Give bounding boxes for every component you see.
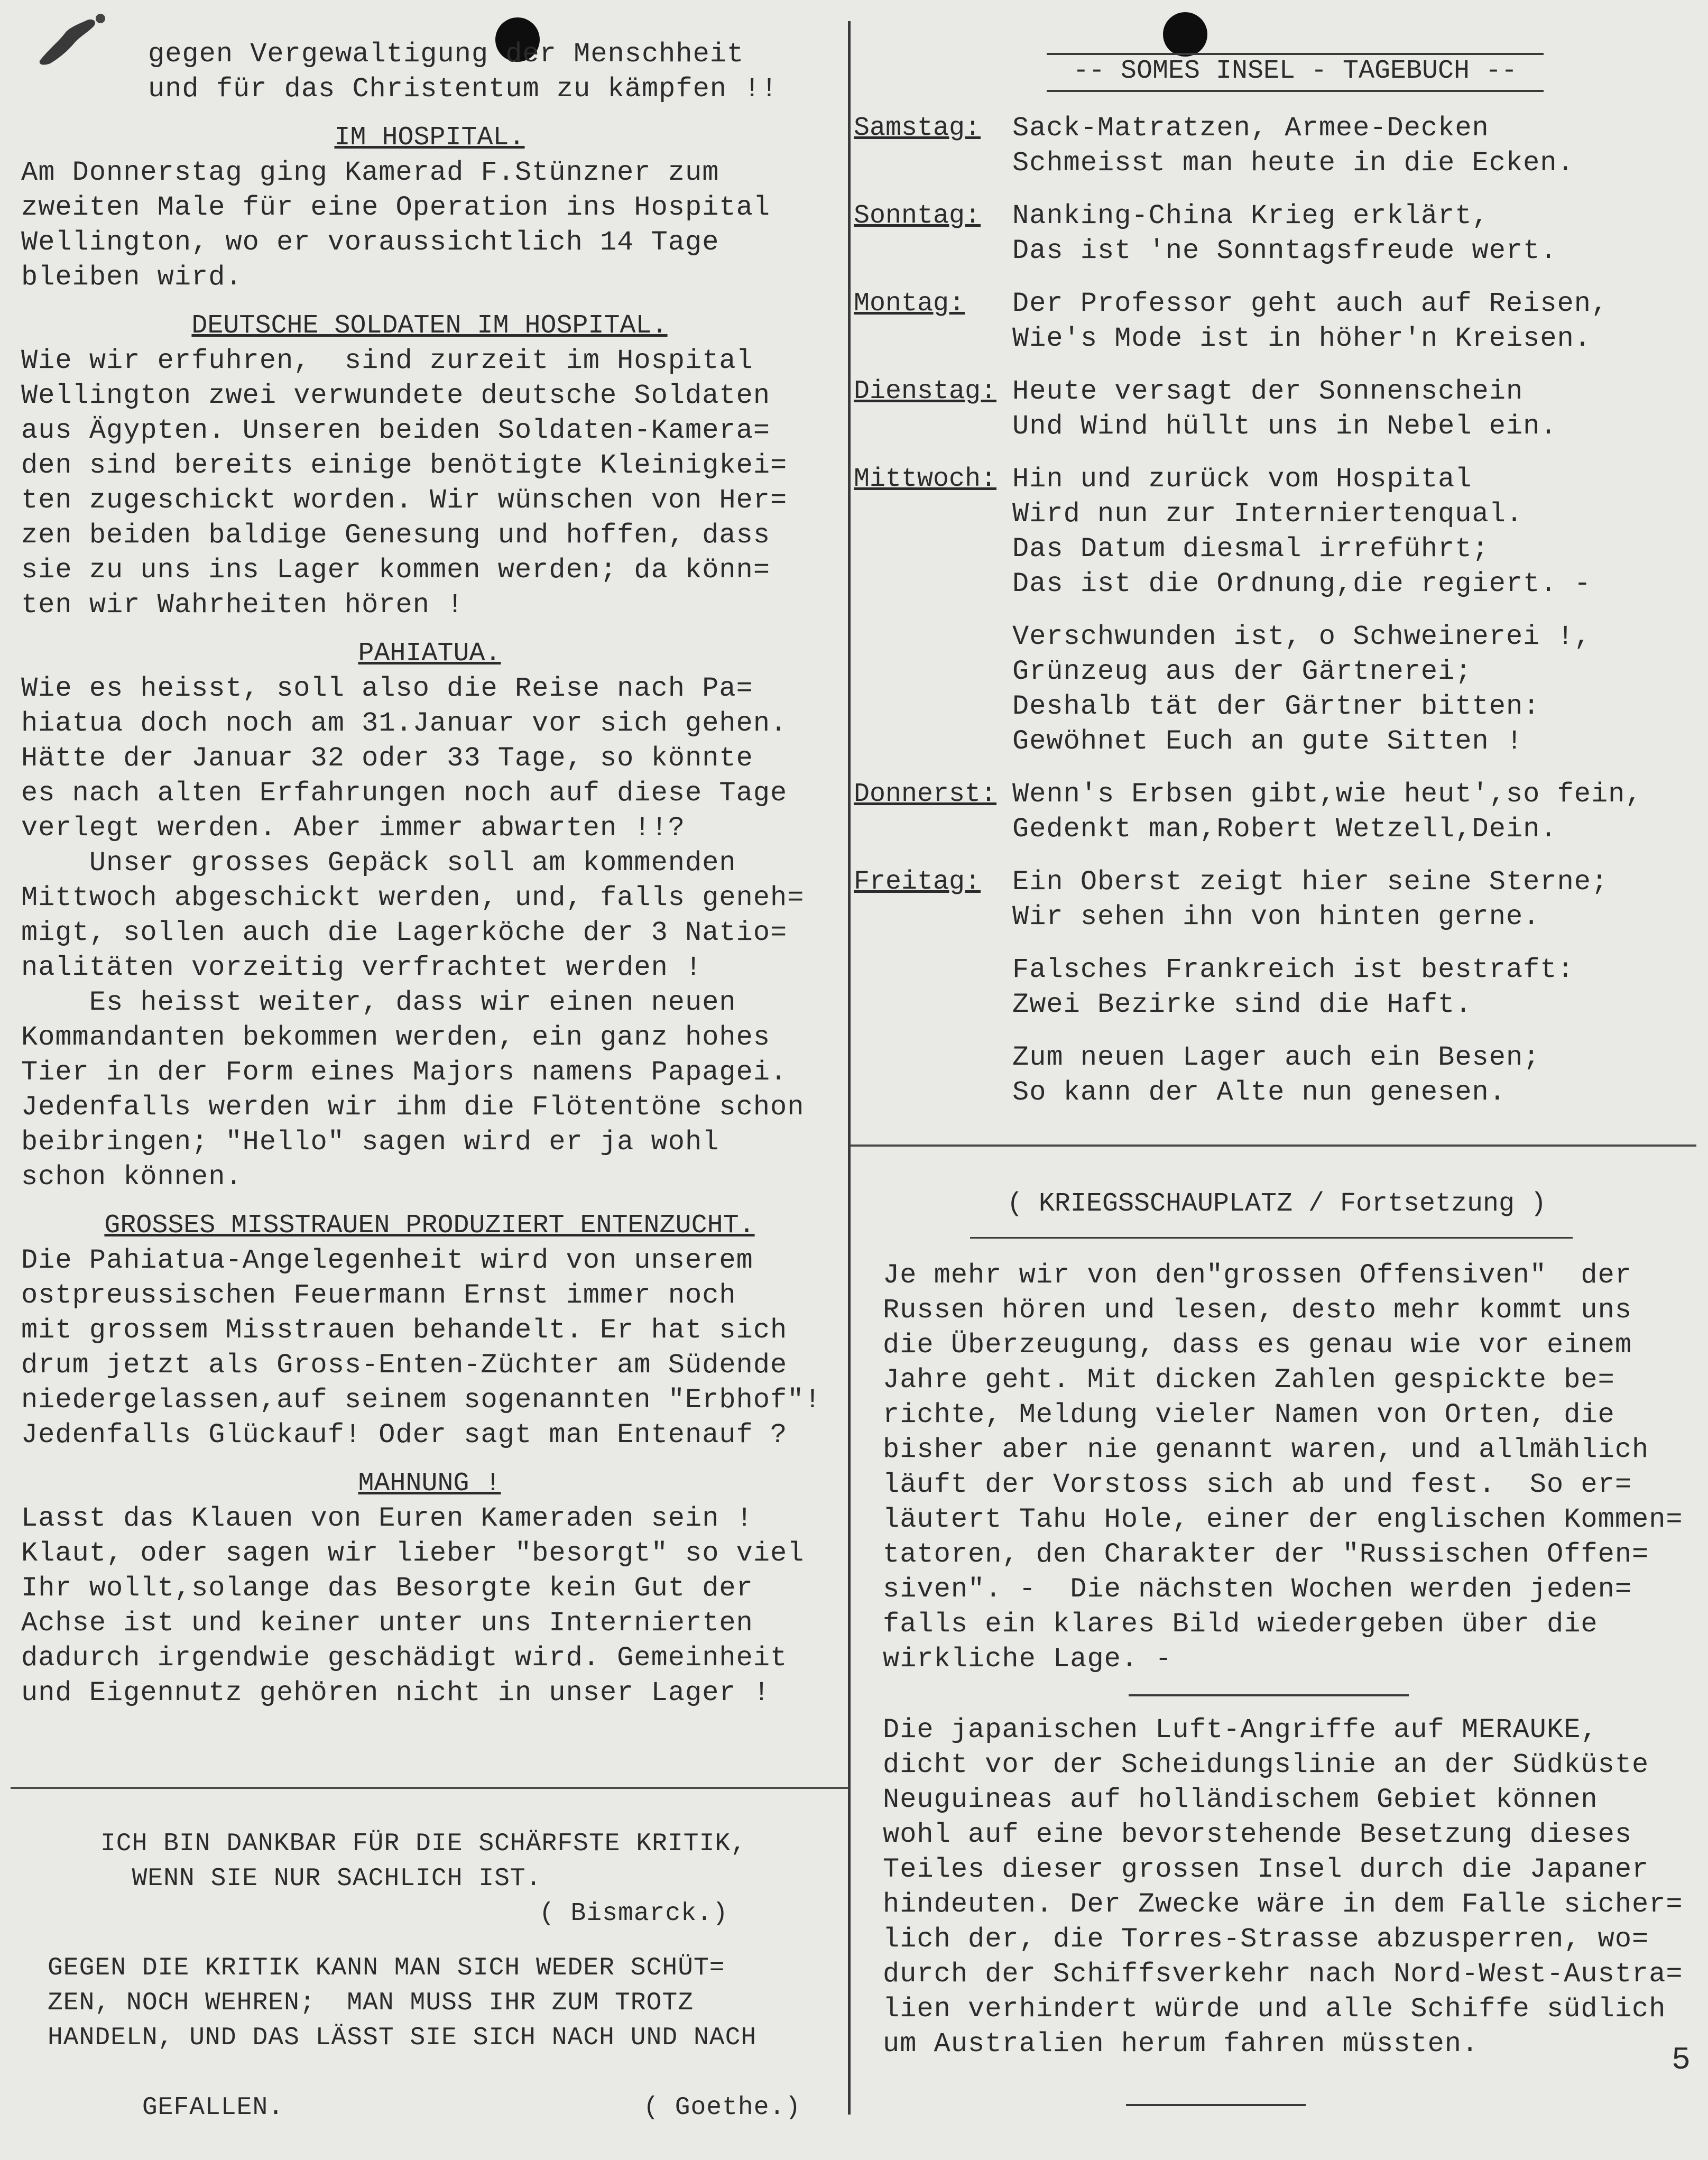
text-line: dadurch irgendwie geschädigt wird. Gemeinheit bbox=[21, 1642, 788, 1674]
text-line: Je mehr wir von den"grossen Offensiven" der bbox=[883, 1260, 1632, 1291]
verse-line: Schmeisst man heute in die Ecken. bbox=[1012, 147, 1574, 179]
text-line: aus Ägypten. Unseren beiden Soldaten-Kamera= bbox=[21, 415, 771, 446]
quote-author: ( Bismarck.) bbox=[539, 1899, 728, 1928]
verse-line: Zum neuen Lager auch ein Besen; bbox=[1012, 1042, 1540, 1073]
quote-bismarck bbox=[100, 1826, 830, 1931]
verse-line: Das ist 'ne Sonntagsfreude wert. bbox=[1012, 235, 1557, 266]
text-line: hindeuten. Der Zwecke wäre in dem Falle sicher= bbox=[883, 1889, 1683, 1920]
text-line: Achse ist und keiner unter uns Internierten bbox=[21, 1608, 753, 1639]
text-line: niedergelassen,auf seinem sogenannten "Erbhof"! bbox=[21, 1384, 821, 1416]
text-line: um Australien herum fahren müssten. bbox=[883, 2028, 1479, 2060]
verse-line: Wird nun zur Interniertenqual. bbox=[1012, 499, 1524, 530]
text-line: die Überzeugung, dass es genau wie vor einem bbox=[883, 1330, 1632, 1361]
text-line: richte, Meldung vieler Namen von Orten, die bbox=[883, 1399, 1615, 1430]
quote-line: GEGEN DIE KRITIK KANN MAN SICH WEDER SCHÜT= bbox=[48, 1954, 725, 1982]
verse-line: Gewöhnet Euch an gute Sitten ! bbox=[1012, 726, 1524, 757]
text-line: schon können. bbox=[21, 1161, 243, 1193]
text-line: bleiben wird. bbox=[21, 262, 243, 293]
text-line: nalitäten vorzeitig verfrachtet werden ! bbox=[21, 952, 703, 983]
verse-line: Und Wind hüllt uns in Nebel ein. bbox=[1012, 411, 1557, 442]
verse-line: Wie's Mode ist in höher'n Kreisen. bbox=[1012, 323, 1591, 354]
diary-entry bbox=[854, 111, 1689, 181]
text-line: beibringen; "Hello" sagen wird er ja wohl bbox=[21, 1127, 719, 1158]
verse-line: Wenn's Erbsen gibt,wie heut',so fein, bbox=[1012, 779, 1642, 810]
text-line: Am Donnerstag ging Kamerad F.Stünzner zum bbox=[21, 157, 719, 188]
text-line: zen beiden baldige Genesung und hoffen, dass bbox=[21, 520, 771, 551]
diary-day: Dienstag: bbox=[854, 376, 997, 407]
diary-entry bbox=[854, 374, 1689, 444]
text-line: Hätte der Januar 32 oder 33 Tage, so könnte bbox=[21, 743, 753, 774]
text-line: Jahre geht. Mit dicken Zahlen gespickte be= bbox=[883, 1364, 1615, 1396]
verse-line: Nanking-China Krieg erklärt, bbox=[1012, 200, 1489, 232]
diary-title: -- SOMES INSEL - TAGEBUCH -- bbox=[1073, 56, 1518, 86]
quote-line: WENN SIE NUR SACHLICH IST. bbox=[100, 1864, 542, 1893]
text-line: Teiles dieser grossen Insel durch die Japaner bbox=[883, 1854, 1649, 1885]
text-line: lich der, die Torres-Strasse abzusperren, wo= bbox=[883, 1924, 1649, 1955]
section-deutsche-soldaten bbox=[21, 309, 838, 623]
diary-day: Sonntag: bbox=[854, 201, 981, 231]
column-divider bbox=[848, 21, 851, 2115]
verse-line: Der Professor geht auch auf Reisen, bbox=[1012, 288, 1609, 319]
intro-line: und für das Christentum zu kämpfen !! bbox=[148, 73, 778, 105]
diary-day: Samstag: bbox=[854, 113, 981, 143]
text-line: Neuguineas auf holländischem Gebiet können bbox=[883, 1784, 1598, 1815]
diary-entry bbox=[854, 865, 1689, 1110]
right-divider-rule bbox=[851, 1144, 1696, 1147]
verse-line: Ein Oberst zeigt hier seine Sterne; bbox=[1012, 866, 1609, 898]
quote-line: ZEN, NOCH WEHREN; MAN MUSS IHR ZUM TROTZ bbox=[48, 1989, 694, 2017]
text-line: dicht vor der Scheidungslinie an der Südküste bbox=[883, 1749, 1649, 1780]
text-line: und Eigennutz gehören nicht in unser Lager ! bbox=[21, 1677, 771, 1709]
text-line: Kommandanten bekommen werden, ein ganz hohes bbox=[21, 1022, 771, 1053]
verse-line: Das Datum diesmal irreführt; bbox=[1012, 533, 1489, 565]
text-line: den sind bereits einige benötigte Kleinigkei= bbox=[21, 450, 788, 481]
text-line: verlegt werden. Aber immer abwarten !!? bbox=[21, 813, 685, 844]
text-line: Ihr wollt,solange das Besorgte kein Gut der bbox=[21, 1573, 753, 1604]
section-misstrauen bbox=[21, 1208, 838, 1453]
text-line: Die Pahiatua-Angelegenheit wird von unserem bbox=[21, 1245, 753, 1276]
quote-line: HANDELN, UND DAS LÄSST SIE SICH NACH UND NACH bbox=[48, 2024, 757, 2052]
text-line: mit grossem Misstrauen behandelt. Er hat sich bbox=[21, 1315, 788, 1346]
section-mahnung bbox=[21, 1466, 838, 1711]
text-line: migt, sollen auch die Lagerköche der 3 Natio= bbox=[21, 917, 788, 948]
text-line: Die japanischen Luft-Angriffe auf MERAUKE, bbox=[883, 1714, 1598, 1746]
text-line: ten zugeschickt worden. Wir wünschen von Her= bbox=[21, 485, 788, 516]
quote-line-last bbox=[48, 2055, 851, 2160]
verse-line: Hin und zurück vom Hospital bbox=[1012, 464, 1472, 495]
verse-line: Zwei Bezirke sind die Haft. bbox=[1012, 989, 1472, 1020]
separator-rule bbox=[1129, 1694, 1409, 1696]
text-line: Mittwoch abgeschickt werden, und, falls geneh= bbox=[21, 882, 805, 913]
verse-line: Verschwunden ist, o Schweinerei !, bbox=[1012, 621, 1591, 652]
text-line: drum jetzt als Gross-Enten-Züchter am Südende bbox=[21, 1350, 788, 1381]
section-im-hospital bbox=[21, 121, 838, 295]
text-line: Wie wir erfuhren, sind zurzeit im Hospital bbox=[21, 345, 753, 376]
quote-author: ( Goethe.) bbox=[643, 2093, 801, 2122]
kriegsschauplatz-rule bbox=[970, 1237, 1573, 1239]
bottom-separator-rule bbox=[1126, 2104, 1306, 2106]
diary-entry bbox=[854, 199, 1689, 269]
section-pahiatua bbox=[21, 636, 838, 1195]
section-heading: MAHNUNG ! bbox=[358, 1469, 501, 1499]
verse-line: Heute versagt der Sonnenschein bbox=[1012, 376, 1524, 407]
kriegsschauplatz-paragraph-1 bbox=[883, 1258, 1697, 1677]
text-line: wirkliche Lage. - bbox=[883, 1644, 1172, 1675]
text-line: wohl auf eine bevorstehende Besetzung dieses bbox=[883, 1819, 1632, 1850]
text-line: siven". - Die nächsten Wochen werden jeden= bbox=[883, 1574, 1632, 1605]
text-line: läuft der Vorstoss sich ab und fest. So er= bbox=[883, 1469, 1632, 1500]
section-heading: GROSSES MISSTRAUEN PRODUZIERT ENTENZUCHT. bbox=[104, 1211, 755, 1241]
text-line: Wellington, wo er voraussichtlich 14 Tage bbox=[21, 227, 719, 258]
text-line: falls ein klares Bild wiedergeben über die bbox=[883, 1609, 1598, 1640]
left-divider-rule bbox=[11, 1787, 848, 1789]
kriegsschauplatz-title: ( KRIEGSSCHAUPLATZ / Fortsetzung ) bbox=[1007, 1189, 1547, 1219]
diary-entry bbox=[854, 462, 1689, 759]
diary-day: Mittwoch: bbox=[854, 464, 997, 494]
diary-title-rule-bottom bbox=[1047, 90, 1544, 92]
text-line: Wellington zwei verwundete deutsche Soldaten bbox=[21, 380, 771, 411]
text-line: Russen hören und lesen, desto mehr kommt uns bbox=[883, 1295, 1632, 1326]
verse-line: Sack-Matratzen, Armee-Decken bbox=[1012, 113, 1489, 144]
diary-day: Montag: bbox=[854, 289, 965, 319]
verse-line: So kann der Alte nun genesen. bbox=[1012, 1077, 1506, 1108]
left-column bbox=[21, 37, 838, 1711]
text-line: lien verhindert würde und alle Schiffe südlich bbox=[883, 1993, 1666, 2025]
quote-last-text: GEFALLEN. bbox=[142, 2093, 284, 2122]
verse-line: Falsches Frankreich ist bestraft: bbox=[1012, 954, 1574, 985]
text-line: Jedenfalls werden wir ihm die Flötentöne schon bbox=[21, 1092, 805, 1123]
kriegsschauplatz-paragraph-2 bbox=[883, 1713, 1697, 2062]
text-line: Klaut, oder sagen wir lieber "besorgt" so viel bbox=[21, 1538, 805, 1569]
text-line: ostpreussischen Feuermann Ernst immer noch bbox=[21, 1280, 736, 1311]
section-heading: DEUTSCHE SOLDATEN IM HOSPITAL. bbox=[191, 311, 668, 341]
text-line: es nach alten Erfahrungen noch auf diese Tage bbox=[21, 778, 788, 809]
intro-line: gegen Vergewaltigung der Menschheit bbox=[148, 39, 744, 70]
punch-hole-right bbox=[1163, 12, 1207, 57]
diary-day: Donnerst: bbox=[854, 779, 997, 809]
text-line: zweiten Male für eine Operation ins Hospital bbox=[21, 192, 771, 223]
text-line: Jedenfalls Glückauf! Oder sagt man Entenauf ? bbox=[21, 1419, 788, 1451]
text-line: tatoren, den Charakter der "Russischen Offen= bbox=[883, 1539, 1649, 1570]
verse-line: Grünzeug aus der Gärtnerei; bbox=[1012, 656, 1472, 687]
verse-line: Gedenkt man,Robert Wetzell,Dein. bbox=[1012, 814, 1557, 845]
text-line: ten wir Wahrheiten hören ! bbox=[21, 589, 464, 621]
diary-entry bbox=[854, 777, 1689, 847]
verse-line: Deshalb tät der Gärtner bitten: bbox=[1012, 691, 1540, 722]
text-line: durch der Schiffsverkehr nach Nord-West-Austra= bbox=[883, 1959, 1683, 1990]
text-line: Wie es heisst, soll also die Reise nach Pa= bbox=[21, 673, 753, 704]
diary-entry bbox=[854, 287, 1689, 356]
text-line: Es heisst weiter, dass wir einen neuen bbox=[21, 987, 736, 1018]
text-line: hiatua doch noch am 31.Januar vor sich gehen. bbox=[21, 708, 788, 739]
text-line: Lasst das Klauen von Euren Kameraden sein ! bbox=[21, 1503, 753, 1534]
section-heading: PAHIATUA. bbox=[358, 639, 501, 669]
verse-line: Das ist die Ordnung,die regiert. - bbox=[1012, 568, 1591, 599]
section-heading: IM HOSPITAL. bbox=[334, 123, 525, 153]
text-line: bisher aber nie genannt waren, und allmählich bbox=[883, 1434, 1649, 1465]
quote-goethe bbox=[48, 1951, 851, 2160]
diary-title-rule-top bbox=[1047, 53, 1544, 55]
diary-entries bbox=[854, 111, 1689, 1128]
text-line: Tier in der Form eines Majors namens Papagei. bbox=[21, 1057, 788, 1088]
text-line: läutert Tahu Hole, einer der englischen Kommen= bbox=[883, 1504, 1683, 1535]
text-line: sie zu uns ins Lager kommen werden; da könn= bbox=[21, 555, 771, 586]
quote-line: ICH BIN DANKBAR FÜR DIE SCHÄRFSTE KRITIK, bbox=[100, 1830, 746, 1858]
page-number: 5 bbox=[1672, 2043, 1691, 2079]
diary-day: Freitag: bbox=[854, 867, 981, 897]
verse-line: Wir sehen ihn von hinten gerne. bbox=[1012, 901, 1540, 933]
text-line: Unser grosses Gepäck soll am kommenden bbox=[21, 847, 736, 879]
